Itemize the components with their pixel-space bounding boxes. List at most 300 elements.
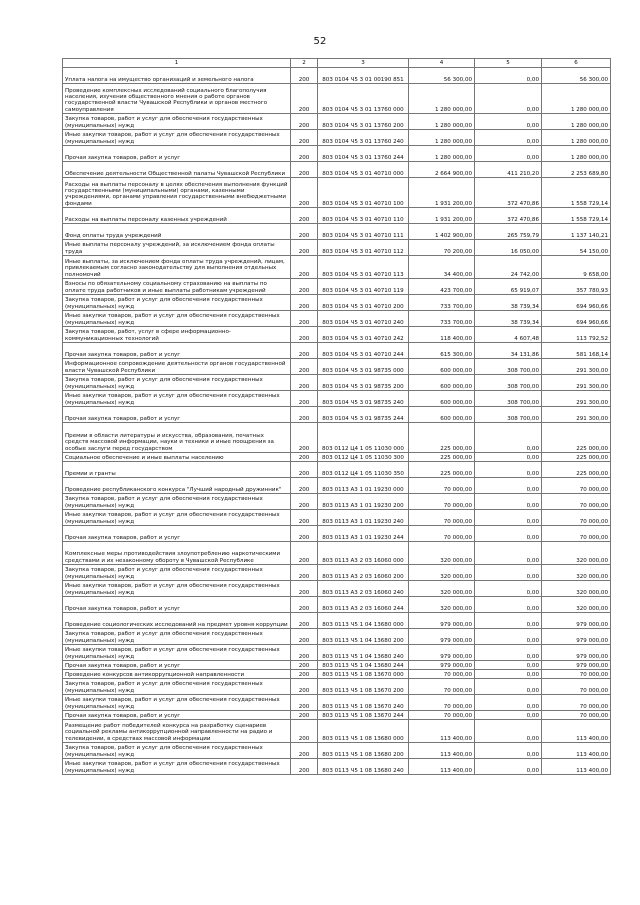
row-classification: 803 0113 А3 2 03 16060 200 — [318, 565, 409, 581]
row-approved-amount: 600 000,00 — [409, 375, 475, 391]
row-code: 200 — [291, 645, 318, 661]
row-name: Прочая закупка товаров, работ и услуг — [63, 343, 291, 359]
row-classification: 803 0104 Ч5 3 01 13760 244 — [318, 146, 409, 162]
table-row — [63, 695, 611, 711]
row-name: Расходы на выплаты персоналу в целях обеспечения выполнения функций государственными (муниципальными) органами, казенными учреждениями, органами управления государственными внебюджетными фондами — [63, 178, 291, 208]
row-approved-amount: 1 931 200,00 — [409, 208, 475, 224]
row-code: 200 — [291, 581, 318, 597]
row-approved-amount: 733 700,00 — [409, 295, 475, 311]
row-name: Уплата налога на имущество организаций и земельного налога — [63, 68, 291, 84]
row-classification: 803 0104 Ч5 3 01 13760 200 — [318, 114, 409, 130]
row-executed-amount: 0,00 — [475, 542, 542, 565]
row-remaining-amount: 320 000,00 — [542, 565, 611, 581]
row-approved-amount: 979 000,00 — [409, 661, 475, 670]
row-code: 200 — [291, 146, 318, 162]
row-code: 200 — [291, 478, 318, 494]
row-approved-amount: 113 400,00 — [409, 759, 475, 775]
row-code: 200 — [291, 391, 318, 407]
row-remaining-amount: 2 253 689,80 — [542, 162, 611, 178]
row-classification: 803 0104 Ч5 3 01 40710 113 — [318, 256, 409, 279]
row-executed-amount: 308 700,00 — [475, 375, 542, 391]
row-code: 200 — [291, 613, 318, 629]
row-name: Закупка товаров, работ и услуг для обеспечения государственных (муниципальных) нужд — [63, 679, 291, 695]
row-approved-amount: 113 400,00 — [409, 743, 475, 759]
row-remaining-amount: 113 792,52 — [542, 327, 611, 343]
row-classification: 803 0113 Ч5 1 08 13670 000 — [318, 670, 409, 679]
row-name: Прочая закупка товаров, работ и услуг — [63, 526, 291, 542]
row-executed-amount: 4 607,48 — [475, 327, 542, 343]
row-name: Иные закупки товаров, работ и услуг для обеспечения государственных (муниципальных) нужд — [63, 510, 291, 526]
row-approved-amount: 70 000,00 — [409, 478, 475, 494]
table-row — [63, 240, 611, 256]
row-approved-amount: 70 200,00 — [409, 240, 475, 256]
table-row — [63, 224, 611, 240]
row-classification: 803 0113 Ч5 1 08 13670 244 — [318, 711, 409, 720]
row-name: Информационное сопровождение деятельности органов государственной власти Чувашской Республики — [63, 359, 291, 375]
row-remaining-amount: 694 960,66 — [542, 311, 611, 327]
row-approved-amount: 56 300,00 — [409, 68, 475, 84]
row-name: Проведение комплексных исследований социального благополучия населения, изучения общественного мнения о работе органов государственной власти Чувашской Республики и органов местного самоуправления — [63, 84, 291, 114]
row-name: Иные закупки товаров, работ и услуг для обеспечения государственных (муниципальных) нужд — [63, 645, 291, 661]
row-executed-amount: 0,00 — [475, 759, 542, 775]
row-approved-amount: 70 000,00 — [409, 679, 475, 695]
row-remaining-amount: 979 000,00 — [542, 629, 611, 645]
row-name: Прочая закупка товаров, работ и услуг — [63, 407, 291, 423]
row-remaining-amount: 70 000,00 — [542, 711, 611, 720]
row-remaining-amount: 70 000,00 — [542, 679, 611, 695]
row-code: 200 — [291, 343, 318, 359]
row-code: 200 — [291, 295, 318, 311]
row-code: 200 — [291, 759, 318, 775]
table-row — [63, 359, 611, 375]
row-name: Премии и гранты — [63, 462, 291, 478]
row-remaining-amount: 225 000,00 — [542, 453, 611, 462]
row-name: Закупка товаров, работ и услуг для обеспечения государственных (муниципальных) нужд — [63, 295, 291, 311]
row-approved-amount: 70 000,00 — [409, 510, 475, 526]
row-name: Закупка товаров, работ и услуг для обеспечения государственных (муниципальных) нужд — [63, 629, 291, 645]
row-classification: 803 0113 Ч5 1 08 13670 240 — [318, 695, 409, 711]
row-remaining-amount: 113 400,00 — [542, 743, 611, 759]
row-approved-amount: 113 400,00 — [409, 720, 475, 743]
row-approved-amount: 320 000,00 — [409, 597, 475, 613]
row-name: Иные закупки товаров, работ и услуг для обеспечения государственных (муниципальных) нужд — [63, 311, 291, 327]
row-approved-amount: 34 400,00 — [409, 256, 475, 279]
row-classification: 803 0113 Ч5 1 04 13680 000 — [318, 613, 409, 629]
row-remaining-amount: 320 000,00 — [542, 542, 611, 565]
row-code: 200 — [291, 162, 318, 178]
table-row — [63, 423, 611, 453]
row-classification: 803 0104 Ч5 3 01 40710 000 — [318, 162, 409, 178]
row-executed-amount: 0,00 — [475, 453, 542, 462]
row-classification: 803 0104 Ч5 3 01 98735 244 — [318, 407, 409, 423]
row-remaining-amount: 54 150,00 — [542, 240, 611, 256]
row-classification: 803 0113 А3 1 01 19230 240 — [318, 510, 409, 526]
row-code: 200 — [291, 224, 318, 240]
row-approved-amount: 423 700,00 — [409, 279, 475, 295]
row-code: 200 — [291, 565, 318, 581]
table-row — [63, 130, 611, 146]
row-remaining-amount: 70 000,00 — [542, 526, 611, 542]
table-row — [63, 597, 611, 613]
row-approved-amount: 118 400,00 — [409, 327, 475, 343]
row-executed-amount: 0,00 — [475, 526, 542, 542]
table-row — [63, 279, 611, 295]
row-executed-amount: 0,00 — [475, 494, 542, 510]
table-row — [63, 114, 611, 130]
row-approved-amount: 600 000,00 — [409, 391, 475, 407]
row-executed-amount: 0,00 — [475, 114, 542, 130]
row-code: 200 — [291, 695, 318, 711]
row-remaining-amount: 56 300,00 — [542, 68, 611, 84]
row-remaining-amount: 1 558 729,14 — [542, 178, 611, 208]
row-executed-amount: 34 131,86 — [475, 343, 542, 359]
row-name: Иные закупки товаров, работ и услуг для обеспечения государственных (муниципальных) нужд — [63, 581, 291, 597]
row-approved-amount: 1 402 900,00 — [409, 224, 475, 240]
row-remaining-amount: 70 000,00 — [542, 510, 611, 526]
row-executed-amount: 0,00 — [475, 597, 542, 613]
row-name: Фонд оплаты труда учреждений — [63, 224, 291, 240]
row-name: Иные выплаты, за исключением фонда оплаты труда учреждений, лицам, привлекаемым согласно законодательству для выполнения отдельных полномочий — [63, 256, 291, 279]
row-code: 200 — [291, 510, 318, 526]
row-approved-amount: 320 000,00 — [409, 565, 475, 581]
table-row — [63, 391, 611, 407]
row-classification: 803 0113 А3 2 03 16060 000 — [318, 542, 409, 565]
row-executed-amount: 308 700,00 — [475, 407, 542, 423]
row-classification: 803 0113 А3 2 03 16060 244 — [318, 597, 409, 613]
row-name: Прочая закупка товаров, работ и услуг — [63, 597, 291, 613]
table-row — [63, 462, 611, 478]
page-number: 52 — [313, 36, 327, 47]
row-classification: 803 0104 Ч5 3 01 40710 242 — [318, 327, 409, 343]
row-code: 200 — [291, 711, 318, 720]
row-remaining-amount: 225 000,00 — [542, 462, 611, 478]
row-classification: 803 0113 Ч5 1 04 13680 244 — [318, 661, 409, 670]
row-approved-amount: 733 700,00 — [409, 311, 475, 327]
row-executed-amount: 0,00 — [475, 743, 542, 759]
row-code: 200 — [291, 720, 318, 743]
row-remaining-amount: 357 780,93 — [542, 279, 611, 295]
row-executed-amount: 0,00 — [475, 510, 542, 526]
budget-table — [62, 58, 611, 775]
row-remaining-amount: 70 000,00 — [542, 695, 611, 711]
row-code: 200 — [291, 279, 318, 295]
row-executed-amount: 0,00 — [475, 462, 542, 478]
row-code: 200 — [291, 670, 318, 679]
row-classification: 803 0104 Ч5 3 01 98735 240 — [318, 391, 409, 407]
row-code: 200 — [291, 68, 318, 84]
row-approved-amount: 225 000,00 — [409, 423, 475, 453]
row-approved-amount: 225 000,00 — [409, 453, 475, 462]
row-approved-amount: 2 664 900,00 — [409, 162, 475, 178]
row-name: Взносы по обязательному социальному страхованию на выплаты по оплате труда работников и иные выплаты работникам учреждений — [63, 279, 291, 295]
row-approved-amount: 320 000,00 — [409, 581, 475, 597]
table-row — [63, 510, 611, 526]
row-name: Расходы на выплаты персоналу казенных учреждений — [63, 208, 291, 224]
row-executed-amount: 0,00 — [475, 711, 542, 720]
row-remaining-amount: 70 000,00 — [542, 494, 611, 510]
header-row — [63, 59, 611, 68]
row-classification: 803 0104 Ч5 3 01 40710 100 — [318, 178, 409, 208]
row-classification: 803 0112 Ц4 1 05 11030 000 — [318, 423, 409, 453]
row-remaining-amount: 979 000,00 — [542, 645, 611, 661]
column-header: 2 — [291, 59, 318, 68]
table-row — [63, 711, 611, 720]
row-classification: 803 0113 Ч5 1 08 13680 000 — [318, 720, 409, 743]
row-code: 200 — [291, 423, 318, 453]
column-header: 1 — [63, 59, 291, 68]
row-remaining-amount: 581 168,14 — [542, 343, 611, 359]
row-approved-amount: 600 000,00 — [409, 407, 475, 423]
row-name: Закупка товаров, работ и услуг для обеспечения государственных (муниципальных) нужд — [63, 375, 291, 391]
row-code: 200 — [291, 359, 318, 375]
table-row — [63, 162, 611, 178]
row-classification: 803 0104 Ч5 3 01 40710 110 — [318, 208, 409, 224]
row-approved-amount: 70 000,00 — [409, 670, 475, 679]
row-executed-amount: 0,00 — [475, 478, 542, 494]
table-header — [63, 59, 611, 68]
table-row — [63, 542, 611, 565]
row-executed-amount: 0,00 — [475, 84, 542, 114]
row-approved-amount: 70 000,00 — [409, 711, 475, 720]
row-approved-amount: 1 280 000,00 — [409, 146, 475, 162]
table-row — [63, 256, 611, 279]
row-code: 200 — [291, 240, 318, 256]
row-classification: 803 0104 Ч5 3 01 40710 112 — [318, 240, 409, 256]
row-remaining-amount: 9 658,00 — [542, 256, 611, 279]
row-executed-amount: 0,00 — [475, 679, 542, 695]
row-classification: 803 0104 Ч5 3 01 00190 851 — [318, 68, 409, 84]
table-row — [63, 526, 611, 542]
row-classification: 803 0112 Ц4 1 05 11030 300 — [318, 453, 409, 462]
row-classification: 803 0104 Ч5 3 01 13760 000 — [318, 84, 409, 114]
table-row — [63, 327, 611, 343]
table-row — [63, 670, 611, 679]
row-remaining-amount: 1 558 729,14 — [542, 208, 611, 224]
row-remaining-amount: 1 280 000,00 — [542, 84, 611, 114]
row-approved-amount: 1 280 000,00 — [409, 130, 475, 146]
table-row — [63, 679, 611, 695]
row-remaining-amount: 694 960,66 — [542, 295, 611, 311]
row-code: 200 — [291, 84, 318, 114]
row-approved-amount: 1 280 000,00 — [409, 114, 475, 130]
table-row — [63, 311, 611, 327]
row-remaining-amount: 1 137 140,21 — [542, 224, 611, 240]
row-code: 200 — [291, 462, 318, 478]
row-code: 200 — [291, 311, 318, 327]
row-name: Иные закупки товаров, работ и услуг для обеспечения государственных (муниципальных) нужд — [63, 759, 291, 775]
row-name: Прочая закупка товаров, работ и услуг — [63, 146, 291, 162]
row-name: Проведение социологических исследований на предмет уровня коррупции — [63, 613, 291, 629]
row-code: 200 — [291, 178, 318, 208]
row-code: 200 — [291, 597, 318, 613]
row-remaining-amount: 70 000,00 — [542, 478, 611, 494]
table-row — [63, 759, 611, 775]
row-name: Иные закупки товаров, работ и услуг для обеспечения государственных (муниципальных) нужд — [63, 130, 291, 146]
row-executed-amount: 0,00 — [475, 581, 542, 597]
row-name: Закупка товаров, работ и услуг для обеспечения государственных (муниципальных) нужд — [63, 114, 291, 130]
row-classification: 803 0113 Ч5 1 08 13680 200 — [318, 743, 409, 759]
table-row — [63, 453, 611, 462]
table-row — [63, 565, 611, 581]
row-name: Прочая закупка товаров, работ и услуг — [63, 711, 291, 720]
table-row — [63, 629, 611, 645]
row-code: 200 — [291, 130, 318, 146]
row-name: Прочая закупка товаров, работ и услуг — [63, 661, 291, 670]
row-classification: 803 0104 Ч5 3 01 40710 240 — [318, 311, 409, 327]
row-classification: 803 0113 Ч5 1 08 13670 200 — [318, 679, 409, 695]
row-code: 200 — [291, 375, 318, 391]
row-name: Закупка товаров, работ и услуг для обеспечения государственных (муниципальных) нужд — [63, 743, 291, 759]
row-name: Проведение конкурсов антикоррупционной направленности — [63, 670, 291, 679]
row-classification: 803 0113 А3 1 01 19230 200 — [318, 494, 409, 510]
row-name: Обеспечение деятельности Общественной палаты Чувашской Республики — [63, 162, 291, 178]
row-executed-amount: 38 739,34 — [475, 295, 542, 311]
row-code: 200 — [291, 629, 318, 645]
row-classification: 803 0113 А3 2 03 16060 240 — [318, 581, 409, 597]
row-executed-amount: 16 050,00 — [475, 240, 542, 256]
row-remaining-amount: 113 400,00 — [542, 720, 611, 743]
table-row — [63, 178, 611, 208]
row-executed-amount: 0,00 — [475, 613, 542, 629]
row-remaining-amount: 291 300,00 — [542, 391, 611, 407]
row-approved-amount: 979 000,00 — [409, 613, 475, 629]
table-body — [63, 68, 611, 775]
row-name: Закупка товаров, работ и услуг для обеспечения государственных (муниципальных) нужд — [63, 494, 291, 510]
row-name: Иные закупки товаров, работ и услуг для обеспечения государственных (муниципальных) нужд — [63, 695, 291, 711]
column-header: 6 — [542, 59, 611, 68]
row-name: Премии в области литературы и искусства, образования, печатных средств массовой информации, науки и техники и иные поощрения за особые заслуги перед государством — [63, 423, 291, 453]
row-code: 200 — [291, 661, 318, 670]
table-row — [63, 743, 611, 759]
table-row — [63, 645, 611, 661]
row-remaining-amount: 320 000,00 — [542, 581, 611, 597]
row-executed-amount: 0,00 — [475, 661, 542, 670]
row-code: 200 — [291, 679, 318, 695]
table-row — [63, 68, 611, 84]
row-executed-amount: 372 470,86 — [475, 178, 542, 208]
row-classification: 803 0104 Ч5 3 01 40710 111 — [318, 224, 409, 240]
row-remaining-amount: 113 400,00 — [542, 759, 611, 775]
row-name: Иные выплаты персоналу учреждений, за исключением фонда оплаты труда — [63, 240, 291, 256]
row-name: Закупка товаров, работ и услуг для обеспечения государственных (муниципальных) нужд — [63, 565, 291, 581]
table-row — [63, 720, 611, 743]
table-row — [63, 343, 611, 359]
table-row — [63, 494, 611, 510]
row-executed-amount: 308 700,00 — [475, 391, 542, 407]
row-name: Проведение республиканского конкурса "Лучший народный дружинник" — [63, 478, 291, 494]
column-header: 5 — [475, 59, 542, 68]
row-executed-amount: 308 700,00 — [475, 359, 542, 375]
row-executed-amount: 0,00 — [475, 629, 542, 645]
row-classification: 803 0104 Ч5 3 01 40710 200 — [318, 295, 409, 311]
row-approved-amount: 320 000,00 — [409, 542, 475, 565]
row-remaining-amount: 291 300,00 — [542, 359, 611, 375]
column-header: 4 — [409, 59, 475, 68]
row-executed-amount: 0,00 — [475, 565, 542, 581]
row-executed-amount: 0,00 — [475, 146, 542, 162]
row-approved-amount: 615 300,00 — [409, 343, 475, 359]
row-name: Иные закупки товаров, работ и услуг для обеспечения государственных (муниципальных) нужд — [63, 391, 291, 407]
table-row — [63, 84, 611, 114]
row-remaining-amount: 1 280 000,00 — [542, 114, 611, 130]
row-executed-amount: 0,00 — [475, 720, 542, 743]
row-remaining-amount: 1 280 000,00 — [542, 130, 611, 146]
row-code: 200 — [291, 743, 318, 759]
row-classification: 803 0113 Ч5 1 08 13680 240 — [318, 759, 409, 775]
table-row — [63, 661, 611, 670]
row-executed-amount: 65 919,07 — [475, 279, 542, 295]
budget-table-container — [62, 58, 610, 775]
table-row — [63, 146, 611, 162]
table-row — [63, 208, 611, 224]
row-executed-amount: 38 739,34 — [475, 311, 542, 327]
row-executed-amount: 265 759,79 — [475, 224, 542, 240]
row-approved-amount: 1 280 000,00 — [409, 84, 475, 114]
row-code: 200 — [291, 494, 318, 510]
row-classification: 803 0112 Ц4 1 05 11030 350 — [318, 462, 409, 478]
row-name: Закупка товаров, работ, услуг в сфере информационно-коммуникационных технологий — [63, 327, 291, 343]
row-remaining-amount: 291 300,00 — [542, 375, 611, 391]
row-executed-amount: 0,00 — [475, 130, 542, 146]
row-classification: 803 0113 Ч5 1 04 13680 240 — [318, 645, 409, 661]
row-remaining-amount: 225 000,00 — [542, 423, 611, 453]
column-header: 3 — [318, 59, 409, 68]
row-executed-amount: 0,00 — [475, 423, 542, 453]
row-approved-amount: 225 000,00 — [409, 462, 475, 478]
row-name: Комплексные меры противодействия злоупотреблению наркотическими средствами и их незаконному обороту в Чувашской Республике — [63, 542, 291, 565]
row-approved-amount: 70 000,00 — [409, 695, 475, 711]
row-approved-amount: 1 931 200,00 — [409, 178, 475, 208]
row-approved-amount: 600 000,00 — [409, 359, 475, 375]
row-code: 200 — [291, 327, 318, 343]
row-executed-amount: 372 470,86 — [475, 208, 542, 224]
table-row — [63, 478, 611, 494]
row-code: 200 — [291, 526, 318, 542]
row-code: 200 — [291, 256, 318, 279]
row-classification: 803 0113 А3 1 01 19230 000 — [318, 478, 409, 494]
table-row — [63, 295, 611, 311]
row-approved-amount: 979 000,00 — [409, 629, 475, 645]
row-executed-amount: 411 210,20 — [475, 162, 542, 178]
row-remaining-amount: 291 300,00 — [542, 407, 611, 423]
row-approved-amount: 70 000,00 — [409, 494, 475, 510]
row-code: 200 — [291, 542, 318, 565]
row-classification: 803 0104 Ч5 3 01 40710 119 — [318, 279, 409, 295]
table-row — [63, 375, 611, 391]
row-remaining-amount: 320 000,00 — [542, 597, 611, 613]
row-code: 200 — [291, 407, 318, 423]
row-remaining-amount: 70 000,00 — [542, 670, 611, 679]
row-remaining-amount: 979 000,00 — [542, 613, 611, 629]
row-name: Социальное обеспечение и иные выплаты населению — [63, 453, 291, 462]
row-classification: 803 0104 Ч5 3 01 98735 000 — [318, 359, 409, 375]
row-approved-amount: 979 000,00 — [409, 645, 475, 661]
row-classification: 803 0113 Ч5 1 04 13680 200 — [318, 629, 409, 645]
row-name: Размещение работ победителей конкурса на разработку сценариев социальной рекламы антикоррупционной направленности на радио и телевидении, в средствах массовой информации — [63, 720, 291, 743]
table-row — [63, 613, 611, 629]
row-remaining-amount: 1 280 000,00 — [542, 146, 611, 162]
row-classification: 803 0104 Ч5 3 01 13760 240 — [318, 130, 409, 146]
row-executed-amount: 0,00 — [475, 695, 542, 711]
row-executed-amount: 0,00 — [475, 68, 542, 84]
row-executed-amount: 0,00 — [475, 670, 542, 679]
row-classification: 803 0113 А3 1 01 19230 244 — [318, 526, 409, 542]
row-code: 200 — [291, 114, 318, 130]
row-executed-amount: 0,00 — [475, 645, 542, 661]
row-classification: 803 0104 Ч5 3 01 40710 244 — [318, 343, 409, 359]
table-row — [63, 581, 611, 597]
row-approved-amount: 70 000,00 — [409, 526, 475, 542]
